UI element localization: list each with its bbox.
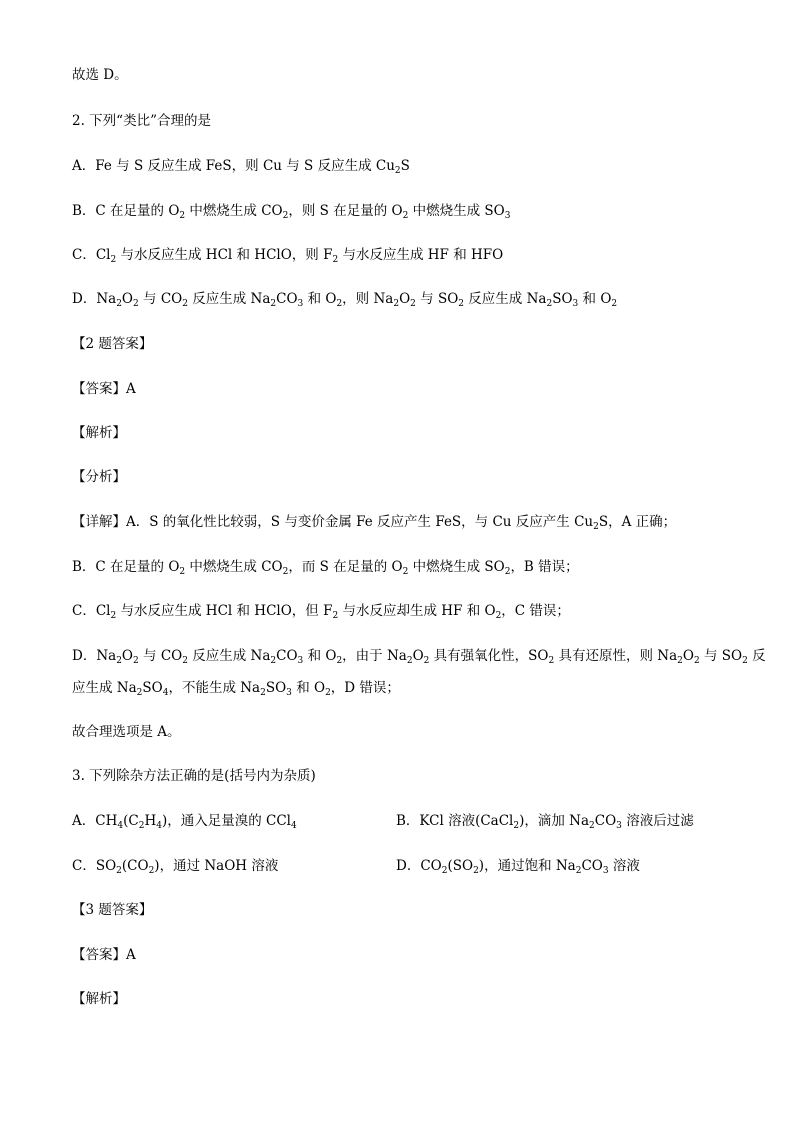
question-2-option-c: C．$Cl_2$ 与水反应生成 HCl 和 HClO，则 $F_2$ 与水反应生成 HF 和 HFO (72, 247, 504, 265)
subscript: 2 (677, 656, 683, 666)
subscript: 2 (182, 656, 188, 666)
subscript: 2 (332, 255, 339, 265)
subscript: 2 (116, 866, 122, 876)
subscript: 2 (270, 299, 277, 309)
subscript: 2 (133, 656, 139, 666)
subscript: 3 (572, 299, 579, 309)
subscript: 2 (336, 299, 343, 309)
subscript: 2 (110, 255, 117, 265)
subscript: 2 (693, 656, 700, 666)
subscript: 2 (336, 656, 343, 666)
subscript: 2 (148, 866, 155, 876)
question-2-fenxi-label: 【分析】 (72, 469, 126, 485)
subscript: 2 (504, 567, 511, 577)
subscript: 2 (546, 299, 553, 309)
question-2-detail-d-line1: D．$Na_2O_2$ 与 $CO_2$ 反应生成 $Na_2CO_3$ 和 $O_2$，由于 $Na_2O_2$ 具有强氧化性，$SO_2$ 具有还原性，则 $Na_2O_2$ 与 $SO_2$ 反 (72, 648, 766, 666)
subscript: 4 (117, 821, 124, 831)
question-2-option-a: A．Fe 与 S 反应生成 FeS，则 Cu 与 S 反应生成 $Cu_2S$ (72, 158, 410, 176)
question-2-detail-b: B．C 在足量的 $O_2$ 中燃烧生成 $CO_2$，而 S 在足量的 $O_2$ 中燃烧生成 $SO_2$，B 错误； (72, 559, 579, 577)
subscript: 2 (402, 211, 409, 221)
question-3-option-b: B．KCl 溶液(CaCl$_2$)，滴加 $Na_2CO_3$ 溶液后过滤 (396, 813, 694, 831)
subscript: 3 (297, 656, 304, 666)
question-3-answer-header: 【3 题答案】 (72, 902, 153, 918)
subscript: 4 (291, 821, 297, 831)
subscript: 3 (616, 821, 622, 831)
question-2-option-b: B．C 在足量的 $O_2$ 中燃烧生成 $CO_2$，则 S 在足量的 $O_2$ 中燃烧生成 $SO_3$ (72, 203, 511, 221)
subscript: 2 (742, 656, 748, 666)
question-2-detail-a: 【详解】A．S 的氧化性比较弱，S 与变价金属 Fe 反应产生 FeS，与 Cu 反应产生 $Cu_2S$，A 正确； (72, 514, 677, 532)
question-3-answer: 【答案】A (72, 947, 136, 963)
subscript: 2 (182, 299, 188, 309)
subscript: 2 (593, 522, 599, 532)
subscript: 2 (116, 299, 122, 309)
subscript: 2 (473, 866, 479, 876)
subscript: 2 (136, 688, 143, 698)
subscript: 2 (332, 611, 339, 621)
subscript: 3 (297, 299, 304, 309)
subscript: 2 (548, 656, 555, 666)
subscript: 2 (410, 299, 416, 309)
subscript: 2 (138, 821, 145, 831)
question-3-analysis-label: 【解析】 (72, 991, 126, 1007)
subscript: 2 (495, 611, 502, 621)
subscript: 3 (286, 688, 292, 698)
subscript: 2 (325, 688, 331, 698)
subscript: 2 (282, 211, 289, 221)
subscript: 2 (270, 656, 277, 666)
subscript: 2 (179, 567, 186, 577)
question-2-analysis-label: 【解析】 (72, 425, 126, 441)
subscript: 2 (458, 299, 465, 309)
question-2-stem: 2. 下列“类比”合理的是 (72, 113, 211, 129)
subscript: 2 (402, 567, 409, 577)
subscript: 2 (441, 866, 448, 876)
subscript: 2 (513, 821, 520, 831)
question-2-conclusion: 故合理选项是 A。 (72, 724, 181, 740)
subscript: 2 (260, 688, 266, 698)
subscript: 2 (393, 299, 400, 309)
subscript: 3 (504, 211, 511, 221)
subscript: 3 (602, 866, 609, 876)
subscript: 4 (162, 688, 169, 698)
subscript: 2 (611, 299, 618, 309)
question-3-option-c: C．$SO_2(CO_2)$，通过 NaOH 溶液 (72, 858, 279, 876)
question-3-option-a: A．$CH_4(C_2H_4)$，通入足量溴的 CCl$_4$ (72, 813, 297, 831)
question-2-answer: 【答案】A (72, 381, 136, 397)
question-2-option-d: D．$Na_2O_2$ 与 $CO_2$ 反应生成 $Na_2CO_3$ 和 $O_2$，则 $Na_2O_2$ 与 $SO_2$ 反应生成 $Na_2SO_3$ 和 $O_2$ (72, 291, 618, 309)
subscript: 4 (156, 821, 162, 831)
question-3-option-d: D．$CO_2(SO_2)$，通过饱和 $Na_2CO_3$ 溶液 (396, 858, 640, 876)
question-2-detail-c: C．$Cl_2$ 与水反应生成 HCl 和 HClO，但 $F_2$ 与水反应却生成 HF 和 $O_2$，C 错误； (72, 603, 570, 621)
subscript: 2 (394, 166, 401, 176)
question-2-detail-d-line2: 应生成 $Na_2SO_4$，不能生成 $Na_2SO_3$ 和 $O_2$，D 错误； (72, 680, 400, 698)
subscript: 2 (116, 656, 122, 666)
subscript: 2 (423, 656, 430, 666)
subscript: 2 (589, 821, 595, 831)
subscript: 2 (179, 211, 186, 221)
subscript: 2 (575, 866, 582, 876)
subscript: 2 (406, 656, 413, 666)
intro-line: 故选 D。 (72, 67, 128, 83)
question-3-stem: 3. 下列除杂方法正确的是(括号内为杂质) (72, 768, 316, 784)
subscript: 2 (110, 611, 117, 621)
question-2-answer-header: 【2 题答案】 (72, 336, 153, 352)
subscript: 2 (282, 567, 289, 577)
subscript: 2 (133, 299, 139, 309)
